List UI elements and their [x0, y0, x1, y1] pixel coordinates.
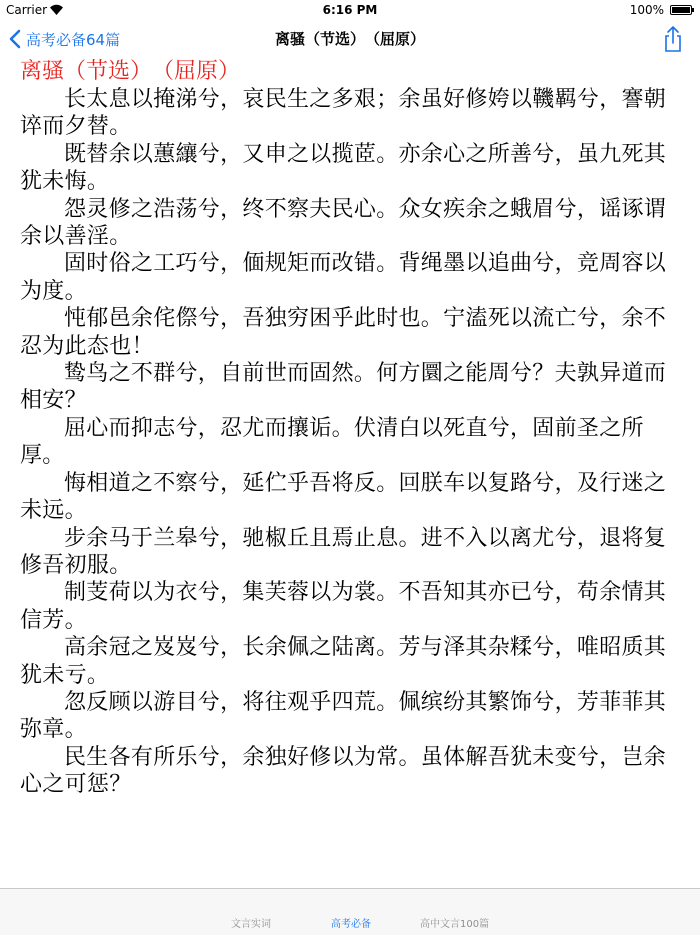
- article-paragraph: 固时俗之工巧兮，偭规矩而改错。背绳墨以追曲兮，竞周容以为度。: [20, 251, 667, 304]
- tab-classical-100[interactable]: 高中文言100篇: [420, 919, 490, 930]
- article-paragraph: 怨灵修之浩荡兮，终不察夫民心。众女疾余之蛾眉兮，谣诼谓余以善淫。: [20, 196, 667, 250]
- battery-icon: [670, 5, 692, 15]
- article-paragraph: 高余冠之岌岌兮，长余佩之陆离。芳与泽其杂糅兮，唯昭质其犹未亏。: [20, 635, 667, 688]
- chevron-left-icon: [8, 29, 22, 49]
- tab-bar: [0, 888, 700, 935]
- tab-classical-vocabulary[interactable]: 文言实词: [231, 919, 271, 930]
- article-paragraph: 长太息以掩涕兮，哀民生之多艰；余虽好修姱以鞿羁兮，謇朝谇而夕替。: [20, 87, 667, 140]
- back-button[interactable]: [8, 20, 120, 58]
- tab-exam-essentials[interactable]: 高考必备: [331, 919, 371, 930]
- article-paragraph: 悔相道之不察兮，延伫乎吾将反。回朕车以复路兮，及行迷之未远。: [20, 470, 667, 524]
- page-title: 离骚（节选） （屈原）: [274, 30, 425, 48]
- article-paragraph: 鸷鸟之不群兮，自前世而固然。何方圜之能周兮？夫孰异道而相安？: [20, 361, 667, 414]
- navigation-bar: [0, 20, 700, 58]
- share-icon[interactable]: [658, 24, 688, 54]
- article-title: 离骚（节选） （屈原）: [20, 59, 241, 84]
- carrier-label: Carrier: [6, 3, 48, 17]
- article-paragraph: 屈心而抑志兮，忍尤而攘诟。伏清白以死直兮，固前圣之所厚。: [20, 415, 644, 469]
- article-paragraph: 民生各有所乐兮，余独好修以为常。虽体解吾犹未变兮，岂余心之可惩？: [20, 744, 667, 798]
- article-paragraph: 忳郁邑余侘傺兮，吾独穷困乎此时也。宁溘死以流亡兮，余不忍为此态也！: [20, 306, 667, 359]
- status-bar: [0, 0, 700, 20]
- article-paragraph: 既替余以蕙纕兮，又申之以揽茝。亦余心之所善兮，虽九死其犹未悔。: [20, 141, 667, 195]
- article-paragraph: 忽反顾以游目兮，将往观乎四荒。佩缤纷其繁饰兮，芳菲菲其弥章。: [20, 689, 667, 743]
- article-paragraph: 步余马于兰皋兮，驰椒丘且焉止息。进不入以离尤兮，退将复修吾初服。: [20, 525, 667, 578]
- article-content: [20, 58, 688, 799]
- back-button-label: 高考必备64篇: [26, 30, 121, 49]
- status-time: 6:16 PM: [322, 3, 378, 17]
- article-paragraph: 制芰荷以为衣兮，集芙蓉以为裳。不吾知其亦已兮，苟余情其信芳。: [20, 580, 667, 633]
- battery-percentage: 100%: [629, 3, 664, 17]
